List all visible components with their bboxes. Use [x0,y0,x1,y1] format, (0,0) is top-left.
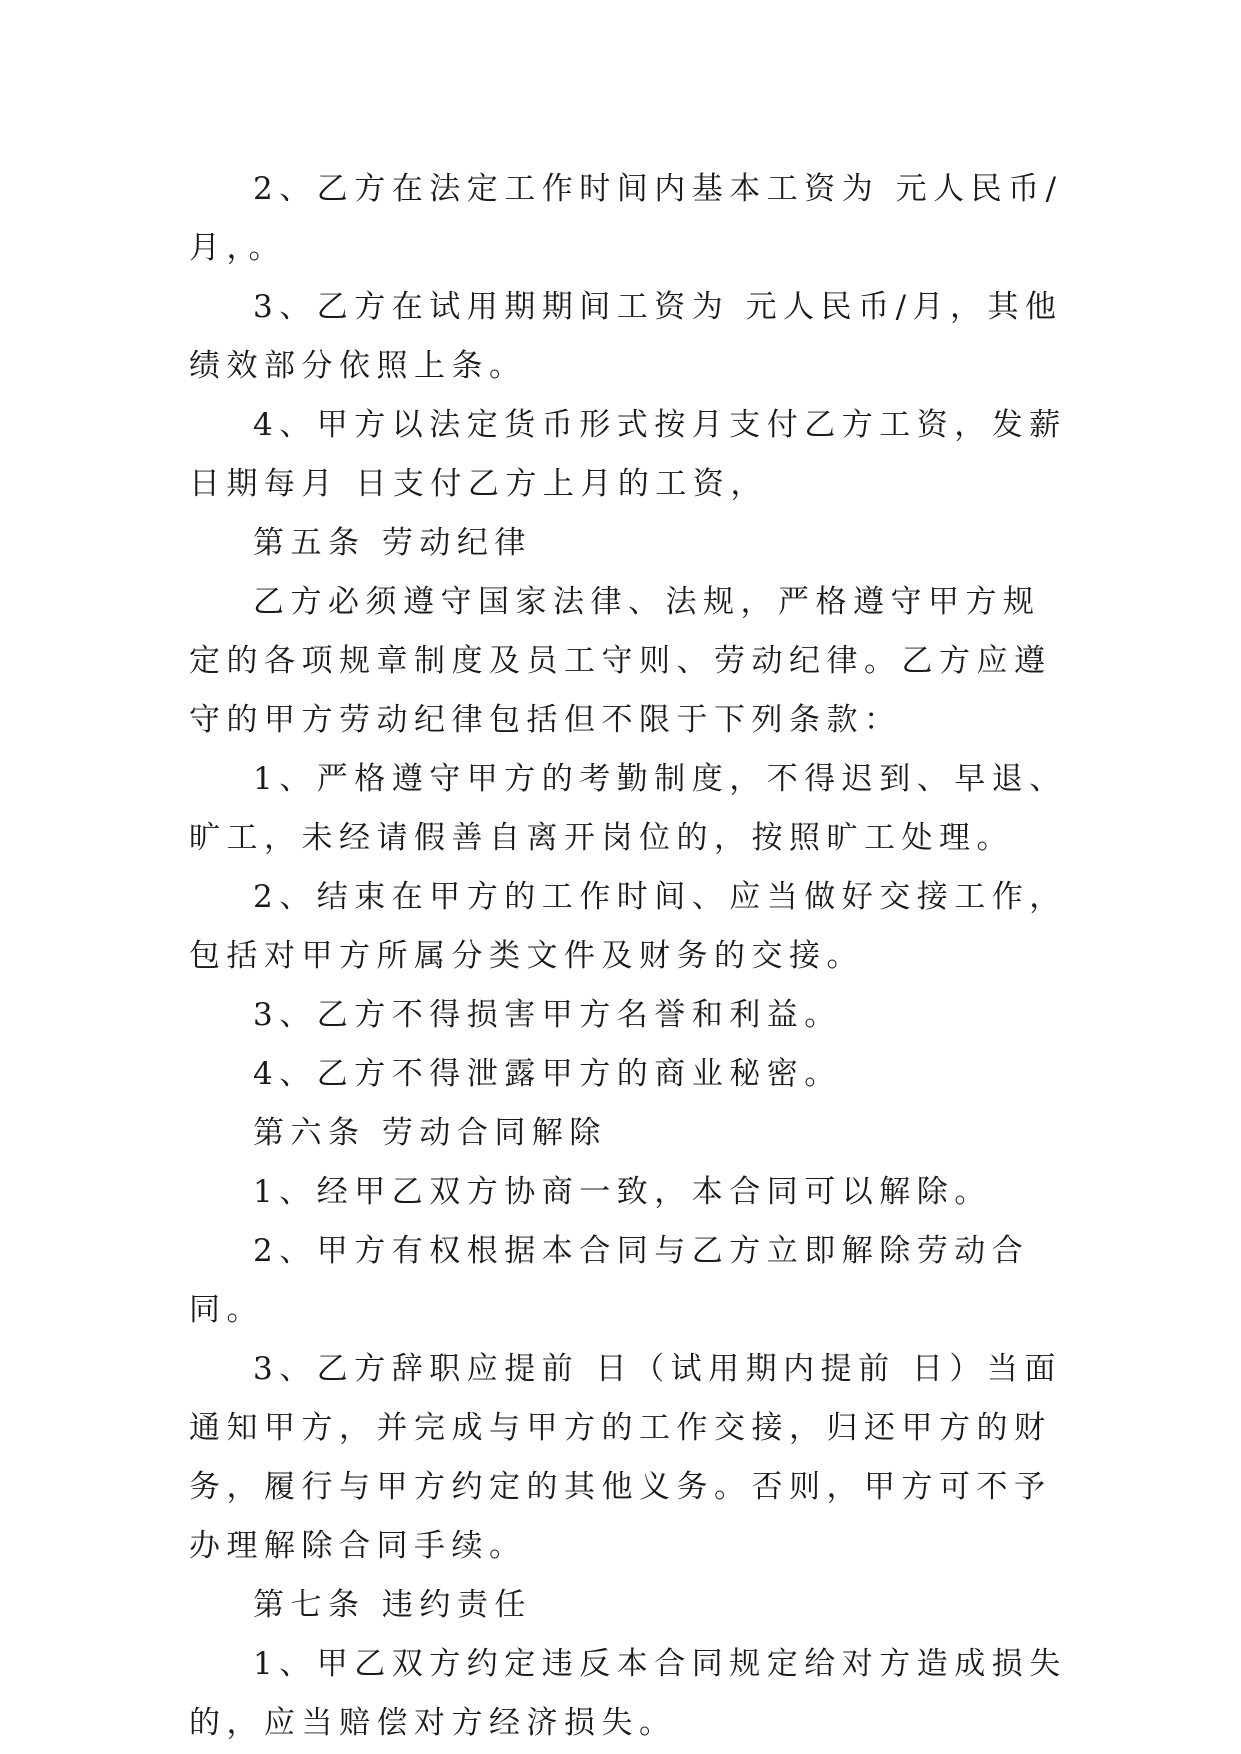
clause-item: 2、结束在甲方的工作时间、应当做好交接工作，包括对甲方所属分类文件及财务的交接。 [189,879,1067,974]
document-body [189,160,1069,1753]
clause-item: 2、乙方在法定工作时间内基本工资为 元人民币/月，。 [189,171,1063,266]
clause-item: 1、严格遵守甲方的考勤制度，不得迟到、早退、旷工，未经请假善自离开岗位的，按照旷工处理。 [189,761,1067,856]
clause-item: 3、乙方在试用期期间工资为 元人民币/月，其他绩效部分依照上条。 [189,289,1063,384]
section-heading: 第五条 劳动纪律 [253,525,532,561]
clause-item: 3、乙方辞职应提前 日（试用期内提前 日）当面通知甲方，并完成与甲方的工作交接，归还甲方的财务，履行与甲方约定的其他义务。否则，甲方可不予办理解除合同手续。 [189,1351,1062,1564]
section-heading: 第七条 违约责任 [253,1587,532,1623]
clause-item: 1、经甲乙双方协商一致，本合同可以解除。 [253,1174,992,1210]
clause-item: 4、甲方以法定货币形式按月支付乙方工资，发薪日期每月 日支付乙方上月的工资， [189,407,1067,502]
clause-item: 3、乙方不得损害甲方名誉和利益。 [253,997,842,1033]
clause-item: 乙方必须遵守国家法律、法规，严格遵守甲方规定的各项规章制度及员工守则、劳动纪律。乙方应遵守的甲方劳动纪律包括但不限于下列条款： [189,584,1052,738]
section-heading: 第六条 劳动合同解除 [253,1115,607,1151]
clause-item: 1、甲乙双方约定违反本合同规定给对方造成损失的，应当赔偿对方经济损失。 [189,1646,1067,1741]
clause-item: 2、甲方有权根据本合同与乙方立即解除劳动合同。 [189,1233,1030,1328]
clause-item: 4、乙方不得泄露甲方的商业秘密。 [253,1056,842,1092]
